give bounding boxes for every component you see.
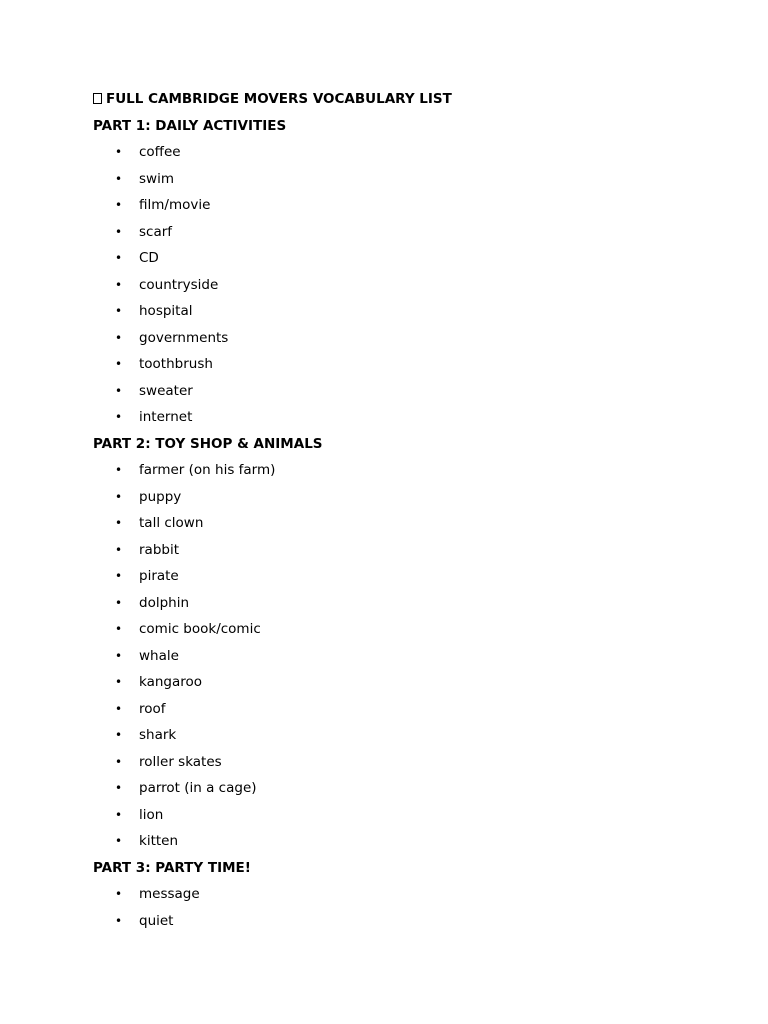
list-item-text: message [139, 886, 200, 902]
vocabulary-list [93, 881, 713, 934]
bullet-icon: • [115, 675, 123, 689]
bullet-icon: • [115, 834, 123, 848]
list-item [93, 722, 713, 749]
list-item-text: shark [139, 727, 177, 743]
list-item [93, 881, 713, 908]
list-item [93, 298, 713, 325]
list-item-text: rabbit [139, 541, 180, 558]
bullet-icon: • [115, 383, 123, 398]
list-item [93, 537, 713, 564]
list-item-text: roof [139, 700, 166, 717]
list-item [93, 378, 713, 405]
list-item-text: kitten [139, 833, 179, 849]
bullet-icon: • [115, 277, 123, 292]
list-item-text: whale [139, 647, 179, 664]
list-item-text: governments [139, 329, 229, 346]
bullet-icon: • [115, 595, 123, 610]
list-item [93, 775, 713, 802]
list-item [93, 272, 713, 299]
bullet-icon: • [115, 701, 123, 716]
list-item [93, 908, 713, 935]
list-item [93, 510, 713, 537]
document-page [93, 86, 713, 934]
list-item [93, 192, 713, 219]
list-item [93, 219, 713, 246]
missing-glyph-icon [93, 93, 102, 104]
list-item-text: swim [139, 170, 174, 187]
list-item [93, 166, 713, 193]
bullet-icon: • [115, 304, 123, 318]
list-item [93, 351, 713, 378]
bullet-icon: • [115, 330, 123, 345]
document-title-text: FULL CAMBRIDGE MOVERS VOCABULARY LIST [106, 91, 452, 107]
list-item [93, 245, 713, 272]
bullet-icon: • [115, 542, 123, 557]
bullet-icon: • [115, 357, 123, 371]
list-item-text: coffee [139, 144, 181, 160]
bullet-icon: • [115, 516, 123, 530]
list-item-text: sweater [139, 382, 193, 399]
list-item-text: quiet [139, 912, 174, 929]
list-item [93, 139, 713, 166]
list-item-text: puppy [139, 488, 182, 505]
list-item-text: comic book/comic [139, 621, 261, 637]
list-item [93, 802, 713, 829]
list-item-text: dolphin [139, 594, 190, 611]
list-item [93, 457, 713, 484]
bullet-icon: • [115, 224, 123, 239]
list-item [93, 696, 713, 723]
list-item [93, 749, 713, 776]
list-item-text: tall clown [139, 515, 204, 531]
vocabulary-list [93, 139, 713, 431]
list-item-text: pirate [139, 568, 179, 584]
sections-container [93, 113, 713, 935]
bullet-icon: • [115, 569, 123, 583]
bullet-icon: • [115, 781, 123, 795]
bullet-icon: • [115, 251, 123, 265]
list-item [93, 669, 713, 696]
bullet-icon: • [115, 145, 123, 159]
list-item-text: countryside [139, 276, 219, 293]
list-item [93, 616, 713, 643]
section-heading: PART 2: TOY SHOP & ANIMALS [93, 435, 323, 452]
list-item [93, 563, 713, 590]
list-item [93, 404, 713, 431]
section-heading: PART 1: DAILY ACTIVITIES [93, 117, 287, 134]
document-title [93, 86, 713, 113]
list-item-text: CD [139, 250, 159, 266]
list-item-text: hospital [139, 303, 193, 319]
list-item [93, 828, 713, 855]
list-item-text: internet [139, 409, 193, 425]
list-item-text: toothbrush [139, 356, 213, 372]
vocabulary-list [93, 457, 713, 855]
bullet-icon: • [115, 463, 123, 477]
list-item-text: roller skates [139, 753, 222, 770]
bullet-icon: • [115, 913, 123, 928]
list-item-text: lion [139, 806, 164, 823]
bullet-icon: • [115, 887, 123, 901]
bullet-icon: • [115, 198, 123, 212]
list-item-text: parrot (in a cage) [139, 780, 257, 796]
bullet-icon: • [115, 807, 123, 822]
bullet-icon: • [115, 754, 123, 769]
list-item [93, 325, 713, 352]
list-item [93, 590, 713, 617]
list-item-text: film/movie [139, 197, 211, 213]
section-heading: PART 3: PARTY TIME! [93, 859, 251, 876]
bullet-icon: • [115, 648, 123, 663]
list-item-text: kangaroo [139, 674, 203, 690]
bullet-icon: • [115, 489, 123, 504]
list-item-text: scarf [139, 223, 173, 240]
bullet-icon: • [115, 622, 123, 636]
list-item [93, 484, 713, 511]
bullet-icon: • [115, 171, 123, 186]
list-item-text: farmer (on his farm) [139, 462, 276, 478]
bullet-icon: • [115, 410, 123, 424]
bullet-icon: • [115, 728, 123, 742]
list-item [93, 643, 713, 670]
